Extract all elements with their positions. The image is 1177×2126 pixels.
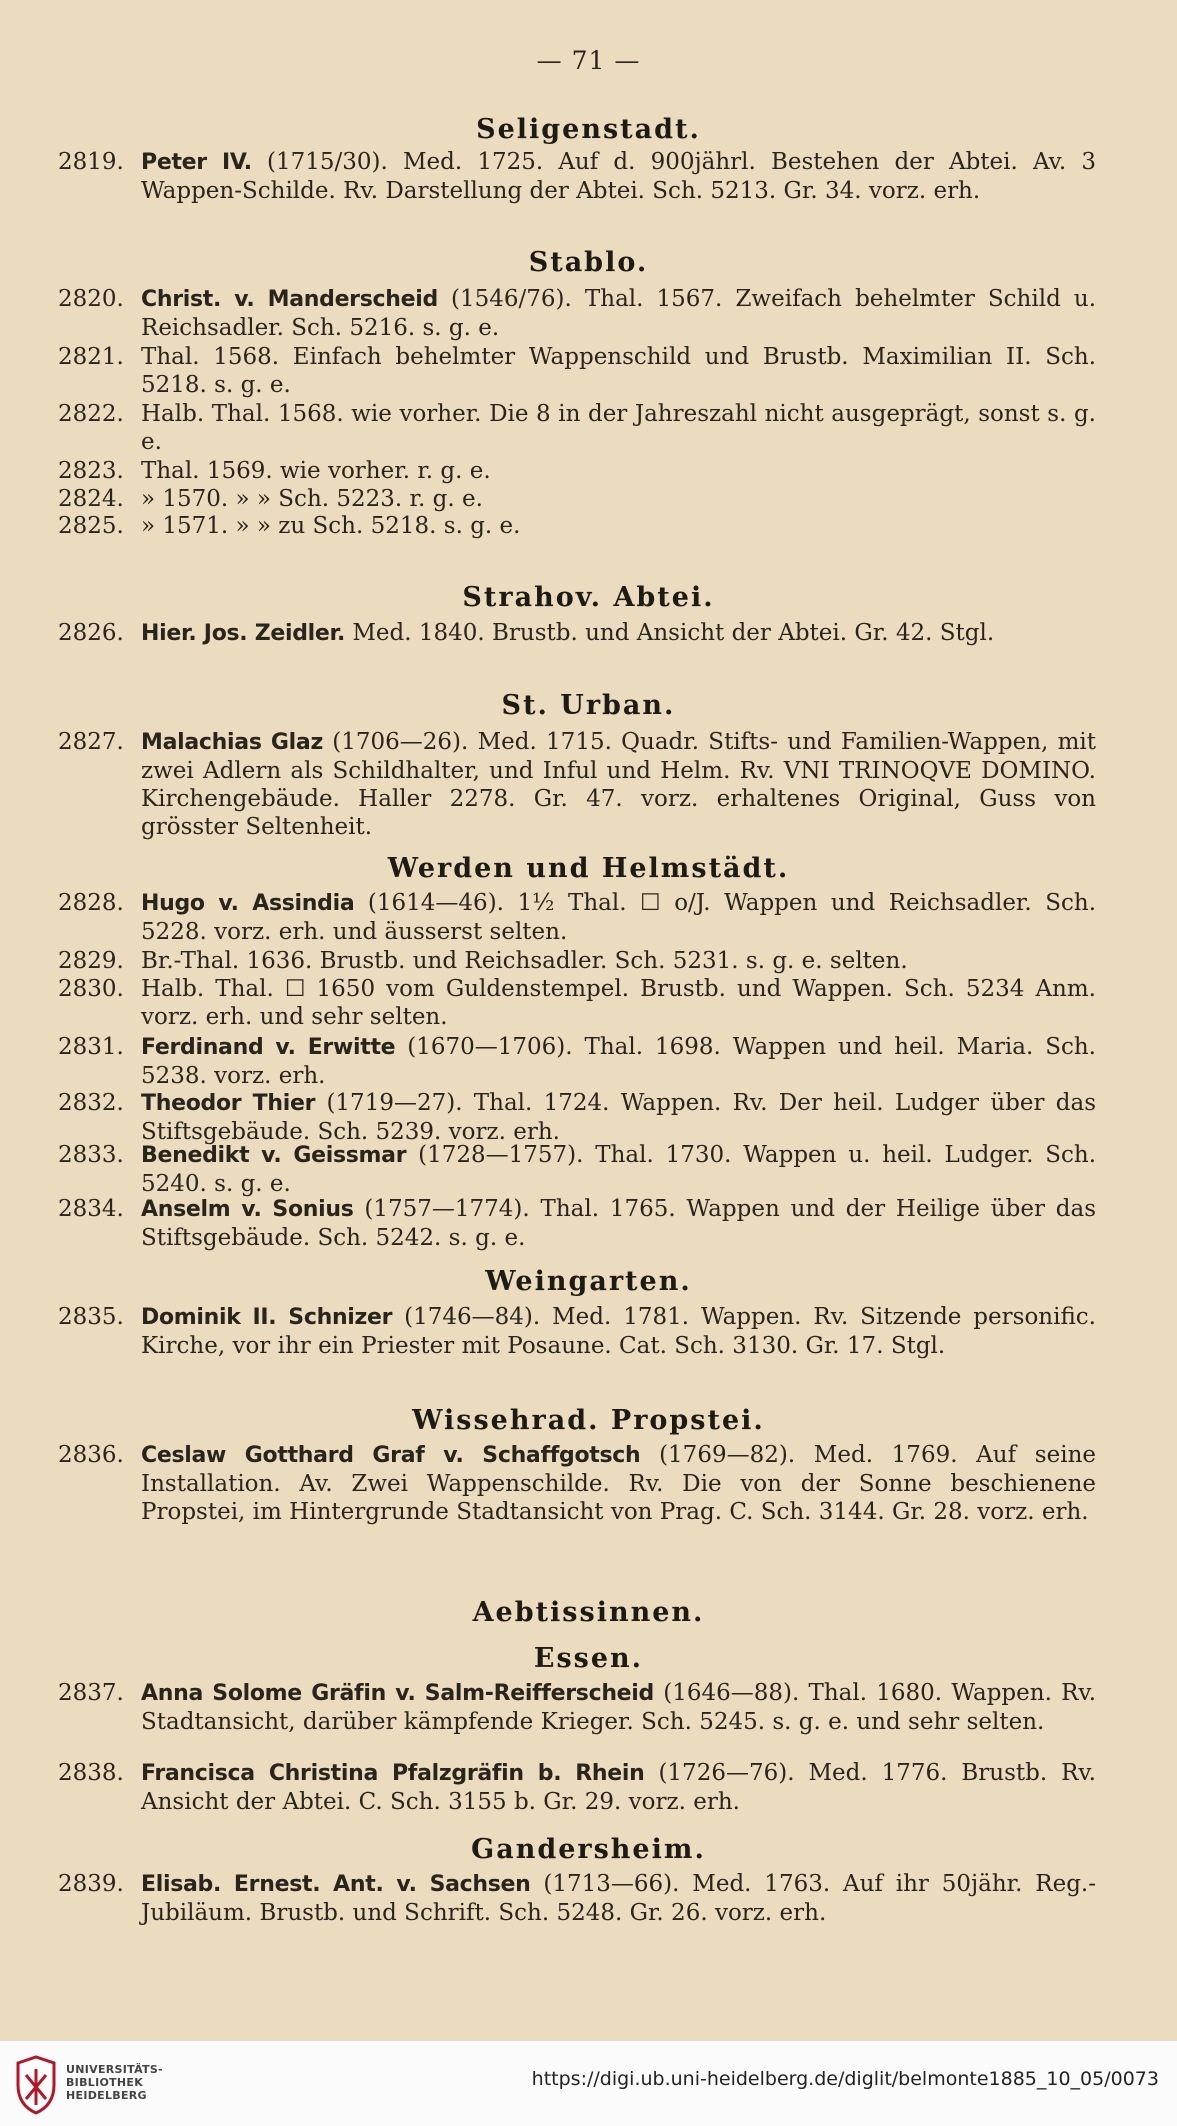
entry-name: Christ. v. Manderscheid — [141, 287, 438, 312]
entry-description: (1646—88). Thal. 1680. Wappen. Rv. Stadtansicht, darüber kämpfende Krieger. Sch. 5245. s. g. e. und sehr selten. — [141, 1680, 1097, 1735]
entry-number: 2830. — [58, 976, 124, 1002]
entry-number: 2836. — [58, 1442, 124, 1468]
entry-number: 2839. — [58, 1871, 124, 1897]
entry-text — [141, 1141, 1096, 1198]
entry-number: 2835. — [58, 1304, 124, 1330]
entry-text — [141, 1759, 1096, 1816]
entry-number: 2819. — [58, 149, 124, 175]
section-heading: Strahov. Abtei. — [462, 582, 715, 613]
entry-description: (1728—1757). Thal. 1730. Wappen u. heil. Ludger. Sch. 5240. s. g. e. — [141, 1142, 1097, 1197]
entry-text — [141, 1033, 1096, 1090]
entry-description: Thal. 1569. wie vorher. r. g. e. — [141, 458, 491, 484]
entry-description: Br.-Thal. 1636. Brustb. und Reichsadler. Sch. 5231. s. g. e. selten. — [141, 948, 908, 974]
entry-text — [141, 1441, 1096, 1526]
library-logo-text — [66, 2063, 163, 2102]
entry-name: Peter IV. — [141, 150, 252, 175]
entry-number: 2823. — [58, 458, 124, 484]
entry-description: » 1570. » » Sch. 5223. r. g. e. — [141, 486, 483, 512]
entry-description: (1715/30). Med. 1725. Auf d. 900jährl. Bestehen der Abtei. Av. 3 Wappen-Schilde. Rv. Darstellung der Abtei. Sch. 5213. Gr. 34. vorz. erh. — [141, 149, 1097, 204]
entry-number: 2824. — [58, 486, 124, 512]
entry-text — [141, 1195, 1096, 1252]
entry-description: (1757—1774). Thal. 1765. Wappen und der Heilige über das Stiftsgebäude. Sch. 5242. s. g. e. — [141, 1196, 1097, 1251]
entry-text — [141, 148, 1096, 205]
entry-description: (1713—66). Med. 1763. Auf ihr 50jähr. Reg.-Jubiläum. Brustb. und Schrift. Sch. 5248. Gr. 26. vorz. erh. — [141, 1871, 1097, 1926]
entry-name: Ferdinand v. Erwitte — [141, 1035, 396, 1060]
entry-text — [141, 1089, 1096, 1146]
entry-name: Malachias Glaz — [141, 730, 323, 755]
section-heading: Wissehrad. Propstei. — [412, 1405, 765, 1436]
entry-number: 2834. — [58, 1196, 124, 1222]
entry-number: 2832. — [58, 1090, 124, 1116]
section-heading: Stablo. — [528, 247, 649, 278]
entry-text — [141, 1679, 1096, 1736]
entry-text — [141, 889, 1096, 946]
section-heading: Weingarten. — [485, 1266, 692, 1297]
section-heading: Essen. — [533, 1643, 644, 1674]
entry-number: 2821. — [58, 344, 124, 370]
entry-description: (1769—82). Med. 1769. Auf seine Installation. Av. Zwei Wappenschilde. Rv. Die von der Sonne beschienene Propstei, im Hintergrunde Stadtansicht von Prag. C. Sch. 3144. Gr. 28. vorz. erh. — [141, 1442, 1096, 1525]
section-heading: Werden und Helmstädt. — [387, 853, 790, 884]
entry-number: 2838. — [58, 1760, 124, 1786]
entry-number: 2829. — [58, 948, 124, 974]
entry-name: Elisab. Ernest. Ant. v. Sachsen — [141, 1872, 531, 1897]
entry-number: 2826. — [58, 620, 124, 646]
entry-name: Benedikt v. Geissmar — [141, 1143, 407, 1168]
entry-text — [141, 1870, 1096, 1927]
entry-number: 2831. — [58, 1034, 124, 1060]
entry-description: (1614—46). 1½ Thal. ☐ o/J. Wappen und Reichsadler. Sch. 5228. vorz. erh. und äusserst selten. — [141, 890, 1097, 945]
entry-number: 2827. — [58, 729, 124, 755]
entry-description: (1706—26). Med. 1715. Quadr. Stifts- und Familien-Wappen, mit zwei Adlern als Schildhalter, und Inful und Helm. Rv. VNI TRINOQVE DOMINO. Kirchengebäude. Haller 2278. Gr. 47. vorz. erhaltenes Original, Guss von grösster Seltenheit. — [141, 729, 1097, 840]
entry-description: Thal. 1568. Einfach behelmter Wappenschild und Brustb. Maximilian II. Sch. 5218. s. g. e. — [141, 344, 1096, 398]
logo-line: UNIVERSITÄTS- — [66, 2063, 163, 2076]
entry-name: Hier. Jos. Zeidler. — [141, 621, 346, 646]
section-heading: Gandersheim. — [471, 1834, 706, 1865]
entry-text — [141, 285, 1096, 342]
entry-description: Med. 1840. Brustb. und Ansicht der Abtei. Gr. 42. Stgl. — [352, 620, 995, 646]
entry-description: (1726—76). Med. 1776. Brustb. Rv. Ansicht der Abtei. C. Sch. 3155 b. Gr. 29. vorz. erh. — [141, 1760, 1096, 1815]
entry-description: (1546/76). Thal. 1567. Zweifach behelmter Schild u. Reichsadler. Sch. 5216. s. g. e. — [141, 286, 1097, 341]
entry-name: Anselm v. Sonius — [141, 1197, 354, 1222]
section-heading: St. Urban. — [501, 690, 676, 721]
entry-number: 2820. — [58, 286, 124, 312]
entry-description: (1746—84). Med. 1781. Wappen. Rv. Sitzende personific. Kirche, vor ihr ein Priester mit Posaune. Cat. Sch. 3130. Gr. 17. Stgl. — [141, 1304, 1096, 1359]
entry-description: » 1571. » » zu Sch. 5218. s. g. e. — [141, 513, 521, 539]
page-number: — 71 — — [536, 46, 641, 75]
section-heading: Aebtissinnen. — [472, 1597, 705, 1628]
entry-description: Halb. Thal. 1568. wie vorher. Die 8 in der Jahreszahl nicht ausgeprägt, sonst s. g. e. — [141, 401, 1096, 455]
entry-name: Ceslaw Gotthard Graf v. Schaffgotsch — [141, 1443, 641, 1468]
logo-line: HEIDELBERG — [66, 2089, 147, 2102]
entry-description: Halb. Thal. ☐ 1650 vom Guldenstempel. Brustb. und Wappen. Sch. 5234 Anm. vorz. erh. und sehr selten. — [141, 976, 1096, 1030]
entry-number: 2822. — [58, 401, 124, 427]
entry-name: Francisca Christina Pfalzgräfin b. Rhein — [141, 1761, 645, 1786]
entry-name: Dominik II. Schnizer — [141, 1305, 393, 1330]
viewer-footer — [0, 2040, 1177, 2126]
entry-description: (1719—27). Thal. 1724. Wappen. Rv. Der heil. Ludger über das Stiftsgebäude. Sch. 5239. vorz. erh. — [141, 1090, 1097, 1145]
entry-number: 2837. — [58, 1680, 124, 1706]
entry-description: (1670—1706). Thal. 1698. Wappen und heil. Maria. Sch. 5238. vorz. erh. — [141, 1034, 1096, 1089]
section-heading: Seligenstadt. — [476, 114, 701, 145]
entry-text — [141, 728, 1096, 841]
entry-text — [141, 619, 1096, 648]
logo-line: BIBLIOTHEK — [66, 2076, 144, 2089]
entry-text — [141, 1303, 1096, 1360]
source-url-link[interactable]: https://digi.ub.uni-heidelberg.de/diglit/belmonte1885_10_05/0073 — [531, 2068, 1159, 2090]
entry-number: 2825. — [58, 513, 124, 539]
entry-number: 2833. — [58, 1142, 124, 1168]
entry-number: 2828. — [58, 890, 124, 916]
entry-name: Hugo v. Assindia — [141, 891, 355, 916]
entry-name: Theodor Thier — [141, 1091, 316, 1116]
entry-name: Anna Solome Gräfin v. Salm-Reifferscheid — [141, 1681, 654, 1706]
university-library-logo-icon — [12, 2055, 60, 2115]
